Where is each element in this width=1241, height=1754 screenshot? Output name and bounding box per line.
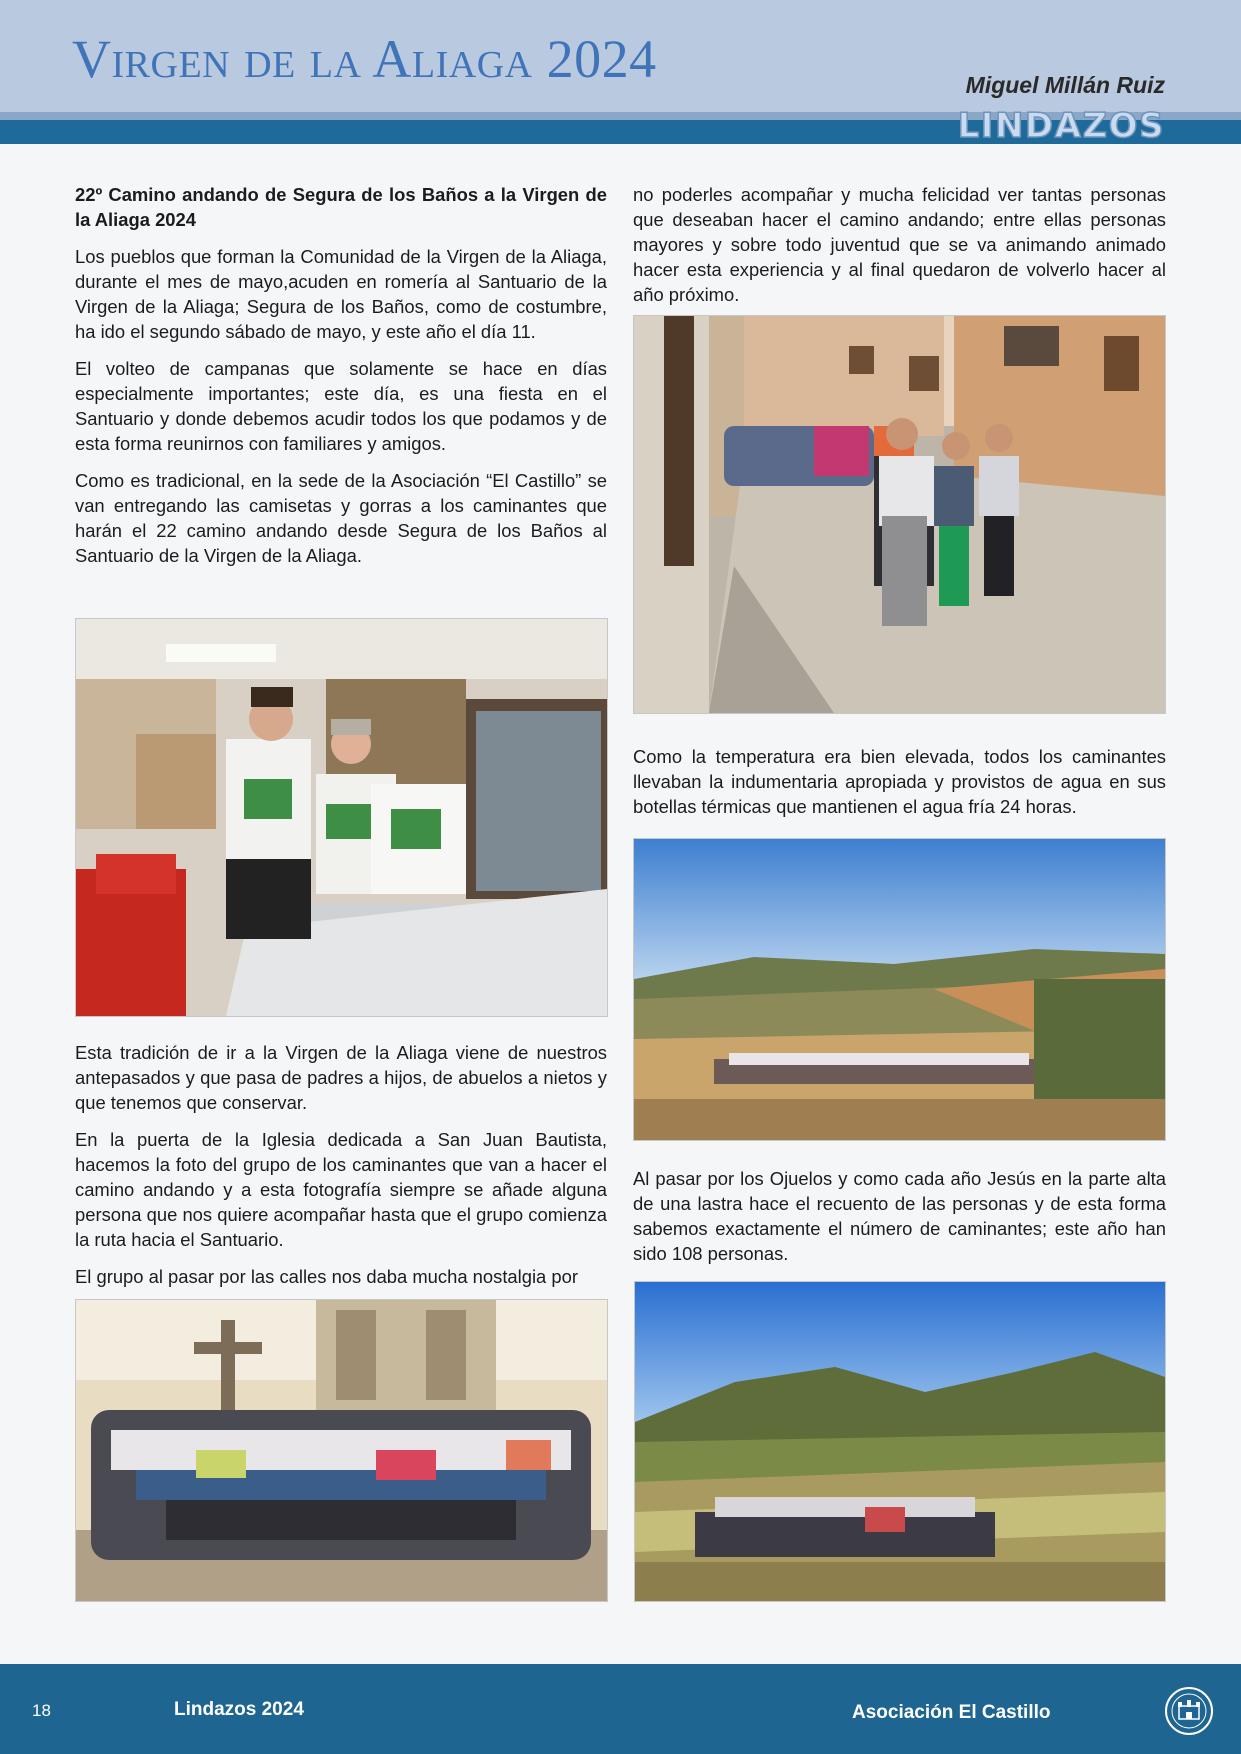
paragraph: Los pueblos que forman la Comunidad de la Virgen de la Aliaga, durante el mes de mayo,acuden en romería al Santuario de la Virgen de la Aliaga; Segura de los Baños, como de costumbre, ha ido el segundo sábado de mayo, y este año el día 11. [75,246,607,342]
page-number: 18 [32,1701,51,1720]
paragraph: Esta tradición de ir a la Virgen de la Aliaga viene de nuestros antepasados y que pasa de padres a hijos, de abuelos a nietos y que tenemos que conservar. [75,1042,607,1113]
paragraph: En la puerta de la Iglesia dedicada a San Juan Bautista, hacemos la foto del grupo de los caminantes que van a hacer el camino andando y a esta fotografía siempre se añade alguna persona que nos quiere acompañar hasta que el grupo comienza la ruta hacia el Santuario. [75,1129,607,1250]
paragraph: Como la temperatura era bien elevada, todos los caminantes llevaban la indumentaria apropiada y provistos de agua en sus botellas térmicas que mantienen el agua fría 24 horas. [633,746,1166,817]
footer-association: Asociación El Castillo [852,1702,1051,1723]
footer-publication: Lindazos 2024 [174,1699,304,1720]
section-name: LINDAZOS [957,106,1165,146]
paragraph: Al pasar por los Ojuelos y como cada año Jesús en la parte alta de una lastra hace el recuento de las personas y de esta forma sabemos exactamente el número de caminantes; este año han sido 108 personas. [633,1168,1166,1264]
photo-tshirt-handover [75,618,608,1017]
right-column-low [633,1166,1166,1278]
paragraph: El grupo al pasar por las calles nos daba mucha nostalgia por [75,1266,578,1287]
author-name: Miguel Millán Ruiz [965,72,1165,98]
page-title: Virgen de la Aliaga 2024 [72,29,657,89]
photo-hills-group [634,1281,1166,1602]
right-column-mid [633,744,1166,831]
photo-valley-group [633,838,1166,1141]
photo-street-walkers [633,315,1166,714]
left-column-top [75,182,607,580]
association-logo-icon [1164,1686,1214,1736]
left-column-bottom [75,1040,607,1301]
photo-group-church [75,1299,608,1602]
paragraph: El volteo de campanas que solamente se hace en días especialmente importantes; este día, es una fiesta en el Santuario y donde debemos acudir todos los que podamos y de esta forma reunirnos con familiares y amigos. [75,358,607,454]
paragraph: Como es tradicional, en la sede de la Asociación “El Castillo” se van entregando las camisetas y gorras a los caminantes que harán el 22 camino andando desde Segura de los Baños al Santuario de la Virgen de la Aliaga. [75,470,607,566]
paragraph: no poderles acompañar y mucha felicidad ver tantas personas que deseaban hacer el camino andando; entre ellas personas mayores y sobre todo juventud que se va animando animado hacer esta experiencia y al final quedaron de volverlo hacer al año próximo. [633,184,1166,305]
article-title: 22º Camino andando de Segura de los Baños a la Virgen de la Aliaga 2024 [75,184,607,230]
right-column-top [633,182,1166,319]
